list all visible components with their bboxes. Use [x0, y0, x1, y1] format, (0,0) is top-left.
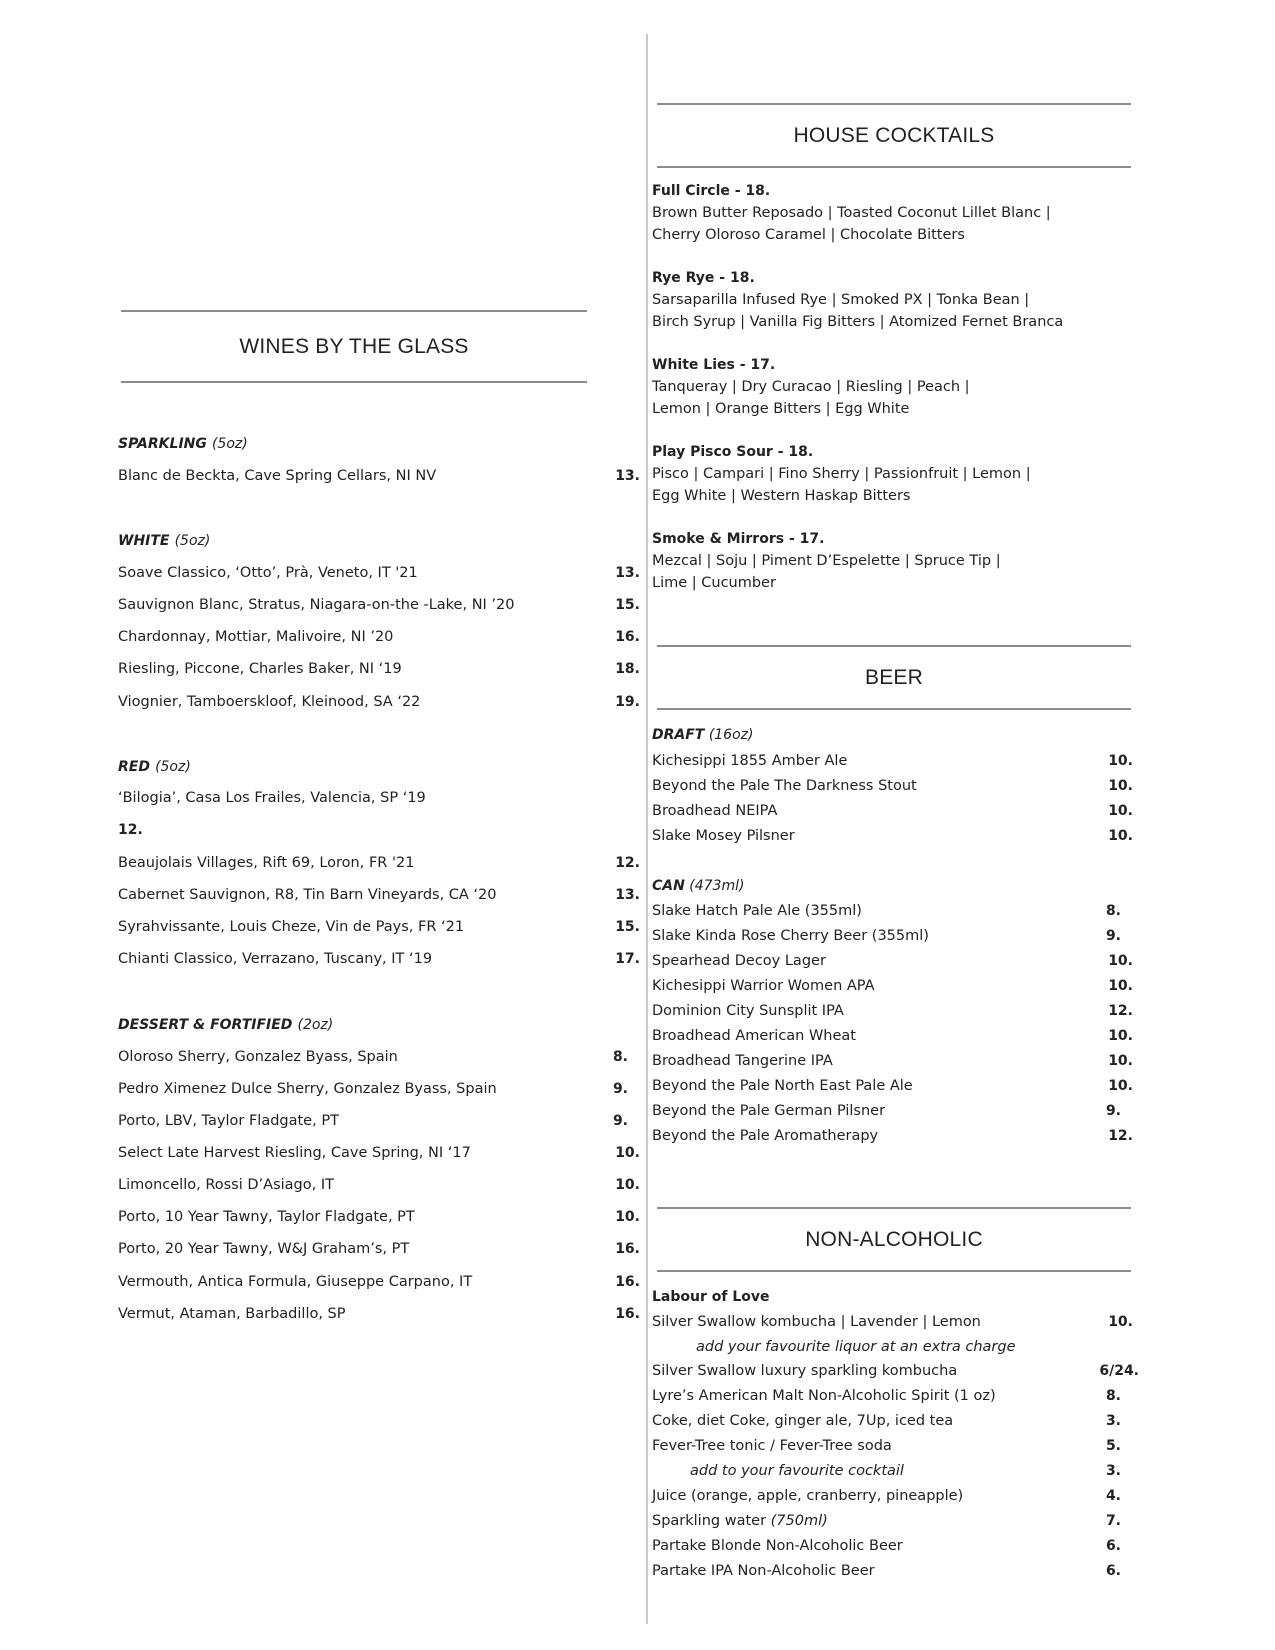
wine-item — [118, 787, 640, 809]
beer-heading — [657, 645, 1131, 710]
beer-price: 10. — [1108, 1053, 1133, 1069]
wine-item — [118, 658, 640, 680]
cocktail-ingredients: Sarsaparilla Infused Rye | Smoked PX | Tonka Bean | — [652, 292, 1030, 308]
wine-name: Syrahvissante, Louis Cheze, Vin de Pays, FR ‘21 — [118, 919, 465, 935]
category-title: WHITE — [118, 533, 170, 549]
cocktail-ingredients: Brown Butter Reposado | Toasted Coconut Lillet Blanc | — [652, 205, 1051, 221]
wine-name: Vermouth, Antica Formula, Giuseppe Carpano, IT — [118, 1274, 473, 1290]
wine-price: 13. — [615, 468, 640, 484]
beer-item — [652, 999, 1133, 1024]
cocktail-item — [652, 181, 1082, 246]
category-pour: (5oz) — [155, 759, 191, 775]
drink-price: 3. — [1105, 1463, 1121, 1479]
beer-name: Dominion City Sunsplit IPA — [652, 1003, 844, 1019]
wine-name: Porto, 20 Year Tawny, W&J Graham’s, PT — [118, 1241, 410, 1257]
wine-item — [118, 691, 640, 713]
wine-name: Blanc de Beckta, Cave Spring Cellars, NI NV — [118, 468, 437, 484]
wine-price: 19. — [615, 694, 640, 710]
drink-price: 4. — [1105, 1488, 1121, 1504]
wine-price: 10. — [615, 1177, 640, 1193]
wine-price: 15. — [615, 919, 640, 935]
beer-name: Beyond the Pale The Darkness Stout — [652, 778, 917, 794]
beer-name: Broadhead American Wheat — [652, 1028, 856, 1044]
wine-name: Riesling, Piccone, Charles Baker, NI ‘19 — [118, 661, 402, 677]
category-size: (473ml) — [689, 878, 745, 894]
beer-item — [652, 1024, 1133, 1049]
drink-item — [652, 1409, 1133, 1434]
beer-price: 10. — [1108, 978, 1133, 994]
wine-name: Oloroso Sherry, Gonzalez Byass, Spain — [118, 1049, 398, 1065]
drink-item — [652, 1534, 1133, 1559]
drink-note — [652, 1459, 1133, 1484]
wine-price: 16. — [615, 1241, 640, 1257]
white-category — [118, 530, 210, 550]
labour-of-love-title — [652, 1285, 770, 1310]
beer-name: Kichesippi Warrior Women APA — [652, 978, 875, 994]
cocktail-item — [652, 529, 1082, 594]
wine-price: 9. — [612, 1081, 628, 1097]
cocktail-ingredients: Lime | Cucumber — [652, 575, 776, 591]
wine-price: 15. — [615, 597, 640, 613]
category-title: RED — [118, 759, 150, 775]
heading-rule — [657, 645, 1131, 647]
wine-price: 13. — [615, 887, 640, 903]
wine-item — [118, 1238, 640, 1260]
wine-item — [118, 819, 640, 841]
beer-item — [652, 824, 1133, 849]
wine-name: Pedro Ximenez Dulce Sherry, Gonzalez Byass, Spain — [118, 1081, 497, 1097]
beer-price: 9. — [1105, 1103, 1121, 1119]
wine-item — [118, 465, 640, 487]
drink-item — [652, 1484, 1133, 1509]
wine-item — [118, 852, 640, 874]
drink-item — [652, 1384, 1133, 1409]
wines-heading — [121, 310, 587, 383]
wine-item — [118, 1303, 640, 1325]
beer-item — [652, 1074, 1133, 1099]
wine-price: 16. — [615, 1306, 640, 1322]
wine-name: Soave Classico, ‘Otto’, Prà, Veneto, IT '21 — [118, 565, 418, 581]
wine-name: Chardonnay, Mottiar, Malivoire, NI ’20 — [118, 629, 394, 645]
cocktail-ingredients: Egg White | Western Haskap Bitters — [652, 488, 911, 504]
drink-item — [652, 1434, 1133, 1459]
drink-note-text: add to your favourite cocktail — [690, 1463, 904, 1479]
beer-price: 10. — [1108, 1078, 1133, 1094]
cocktail-ingredients: Tanqueray | Dry Curacao | Riesling | Peach | — [652, 379, 970, 395]
beer-item — [652, 799, 1133, 824]
draft-category — [652, 723, 753, 748]
wine-price: 10. — [615, 1209, 640, 1225]
wine-item — [118, 562, 640, 584]
drink-price: 6/24. — [1099, 1363, 1139, 1379]
beer-item — [652, 899, 1133, 924]
cocktail-item — [652, 442, 1082, 507]
cocktail-ingredients: Cherry Oloroso Caramel | Chocolate Bitters — [652, 227, 965, 243]
wines-heading-title: WINES BY THE GLASS — [239, 334, 469, 358]
drink-name-text: Sparkling water — [652, 1513, 767, 1529]
wine-item — [118, 1078, 640, 1100]
beer-price: 8. — [1105, 903, 1121, 919]
wine-item — [118, 1046, 640, 1068]
beer-name: Broadhead NEIPA — [652, 803, 778, 819]
wine-item — [118, 594, 640, 616]
wine-name: Viognier, Tamboerskloof, Kleinood, SA ‘22 — [118, 694, 421, 710]
beer-price: 10. — [1108, 778, 1133, 794]
wine-price: 18. — [615, 661, 640, 677]
drink-name: Silver Swallow luxury sparkling kombucha — [652, 1363, 958, 1379]
beer-price: 10. — [1108, 1028, 1133, 1044]
category-title: DESSERT & FORTIFIED — [118, 1017, 293, 1033]
category-title: CAN — [652, 878, 685, 894]
beer-name: Kichesippi 1855 Amber Ale — [652, 753, 848, 769]
wine-name: Select Late Harvest Riesling, Cave Spring, NI ‘17 — [118, 1145, 471, 1161]
drink-price: 7. — [1105, 1513, 1121, 1529]
category-pour: (5oz) — [174, 533, 211, 549]
drink-name: Coke, diet Coke, ginger ale, 7Up, iced tea — [652, 1413, 954, 1429]
wine-price: 16. — [615, 629, 640, 645]
beer-price: 10. — [1108, 753, 1133, 769]
wine-name: Porto, LBV, Taylor Fladgate, PT — [118, 1113, 339, 1129]
wine-price: 10. — [615, 1145, 640, 1161]
category-size: (16oz) — [708, 727, 754, 743]
drink-name: Silver Swallow kombucha | Lavender | Lemon — [652, 1314, 981, 1330]
beer-price: 10. — [1108, 953, 1133, 969]
drink-name: Lyre’s American Malt Non-Alcoholic Spirit (1 oz) — [652, 1388, 996, 1404]
wine-price: 12. — [615, 855, 640, 871]
beer-item — [652, 774, 1133, 799]
wine-name: Chianti Classico, Verrazano, Tuscany, IT ‘19 — [118, 951, 433, 967]
heading-rule — [657, 1207, 1131, 1209]
drink-price: 10. — [1108, 1314, 1133, 1330]
red-category — [118, 756, 191, 776]
beer-item — [652, 924, 1133, 949]
wine-item — [118, 1271, 640, 1293]
column-divider — [646, 34, 648, 1624]
beer-item — [652, 749, 1133, 774]
drink-price: 3. — [1105, 1413, 1121, 1429]
beer-name: Beyond the Pale North East Pale Ale — [652, 1078, 913, 1094]
wine-item — [118, 884, 640, 906]
wine-name: ‘Bilogia’, Casa Los Frailes, Valencia, SP ‘19 — [118, 790, 426, 806]
wine-price: 8. — [612, 1049, 628, 1065]
drink-item — [652, 1509, 1133, 1534]
drink-note — [652, 1335, 1133, 1360]
beer-price: 9. — [1105, 928, 1121, 944]
beer-name: Beyond the Pale German Pilsner — [652, 1103, 886, 1119]
wine-item — [118, 1110, 640, 1132]
heading-rule — [121, 381, 587, 383]
beer-price: 10. — [1108, 828, 1133, 844]
cocktail-title: Rye Rye - 18. — [652, 270, 755, 286]
beer-name: Spearhead Decoy Lager — [652, 953, 826, 969]
cocktail-ingredients: Lemon | Orange Bitters | Egg White — [652, 401, 910, 417]
beer-price: 12. — [1108, 1003, 1133, 1019]
cocktail-title: White Lies - 17. — [652, 357, 776, 373]
beer-item — [652, 1099, 1133, 1124]
beer-name: Broadhead Tangerine IPA — [652, 1053, 833, 1069]
subsection-title: Labour of Love — [652, 1289, 770, 1305]
cocktail-item — [652, 355, 1082, 420]
wine-price: 9. — [612, 1113, 628, 1129]
drink-price: 6. — [1105, 1563, 1121, 1579]
wine-name: Vermut, Ataman, Barbadillo, SP — [118, 1306, 346, 1322]
wine-item — [118, 948, 640, 970]
can-category — [652, 874, 744, 899]
drink-name — [652, 1509, 828, 1534]
beer-item — [652, 1049, 1133, 1074]
wine-price: 17. — [615, 951, 640, 967]
cocktail-ingredients: Mezcal | Soju | Piment D’Espelette | Spruce Tip | — [652, 553, 1001, 569]
category-title: DRAFT — [652, 727, 705, 743]
wine-price: 12. — [118, 822, 143, 838]
drink-name: Fever-Tree tonic / Fever-Tree soda — [652, 1438, 892, 1454]
beer-price: 10. — [1108, 803, 1133, 819]
dessert-category — [118, 1014, 333, 1034]
beer-name: Slake Hatch Pale Ale (355ml) — [652, 903, 862, 919]
cocktail-title: Smoke & Mirrors - 17. — [652, 531, 825, 547]
heading-rule — [121, 310, 587, 312]
cocktail-title: Full Circle - 18. — [652, 183, 771, 199]
drink-price: 6. — [1105, 1538, 1121, 1554]
drink-name: Partake IPA Non-Alcoholic Beer — [652, 1563, 875, 1579]
cocktail-ingredients: Pisco | Campari | Fino Sherry | Passionfruit | Lemon | — [652, 466, 1031, 482]
category-title: SPARKLING — [118, 436, 207, 452]
cocktails-heading-title: HOUSE COCKTAILS — [793, 123, 995, 147]
drink-size: (750ml) — [770, 1513, 828, 1529]
drink-item — [652, 1359, 1139, 1384]
beer-item — [652, 1124, 1133, 1149]
beer-name: Slake Kinda Rose Cherry Beer (355ml) — [652, 928, 929, 944]
drink-price: 8. — [1105, 1388, 1121, 1404]
non-alcoholic-heading — [657, 1207, 1131, 1272]
wine-name: Beaujolais Villages, Rift 69, Loron, FR '21 — [118, 855, 415, 871]
heading-rule — [657, 166, 1131, 168]
wine-name: Porto, 10 Year Tawny, Taylor Fladgate, PT — [118, 1209, 415, 1225]
wine-item — [118, 1142, 640, 1164]
wine-name: Sauvignon Blanc, Stratus, Niagara-on-the -Lake, NI ’20 — [118, 597, 515, 613]
cocktail-item — [652, 268, 1082, 333]
drink-price: 5. — [1105, 1438, 1121, 1454]
beer-item — [652, 949, 1133, 974]
category-pour: (2oz) — [297, 1017, 334, 1033]
drink-name: Juice (orange, apple, cranberry, pineapple) — [652, 1488, 964, 1504]
beer-heading-title: BEER — [865, 665, 923, 689]
drink-name: Partake Blonde Non-Alcoholic Beer — [652, 1538, 903, 1554]
beer-name: Slake Mosey Pilsner — [652, 828, 795, 844]
beer-item — [652, 974, 1133, 999]
drink-item — [652, 1310, 1133, 1335]
wine-name: Cabernet Sauvignon, R8, Tin Barn Vineyards, CA ‘20 — [118, 887, 497, 903]
wine-name: Limoncello, Rossi D’Asiago, IT — [118, 1177, 334, 1193]
wine-item — [118, 1206, 640, 1228]
non-alcoholic-heading-title: NON-ALCOHOLIC — [805, 1227, 983, 1251]
heading-rule — [657, 708, 1131, 710]
heading-rule — [657, 1270, 1131, 1272]
beer-name: Beyond the Pale Aromatherapy — [652, 1128, 879, 1144]
drink-item — [652, 1559, 1133, 1584]
category-pour: (5oz) — [211, 436, 248, 452]
sparkling-category — [118, 433, 248, 453]
beer-price: 12. — [1108, 1128, 1133, 1144]
drink-note-text: add your favourite liquor at an extra charge — [696, 1339, 1016, 1355]
heading-rule — [657, 103, 1131, 105]
cocktail-title: Play Pisco Sour - 18. — [652, 444, 814, 460]
wine-item — [118, 916, 640, 938]
wine-price: 16. — [615, 1274, 640, 1290]
wine-item — [118, 1174, 640, 1196]
cocktails-heading — [657, 103, 1131, 168]
wine-price: 13. — [615, 565, 640, 581]
wine-item — [118, 626, 640, 648]
cocktail-ingredients: Birch Syrup | Vanilla Fig Bitters | Atomized Fernet Branca — [652, 314, 1064, 330]
